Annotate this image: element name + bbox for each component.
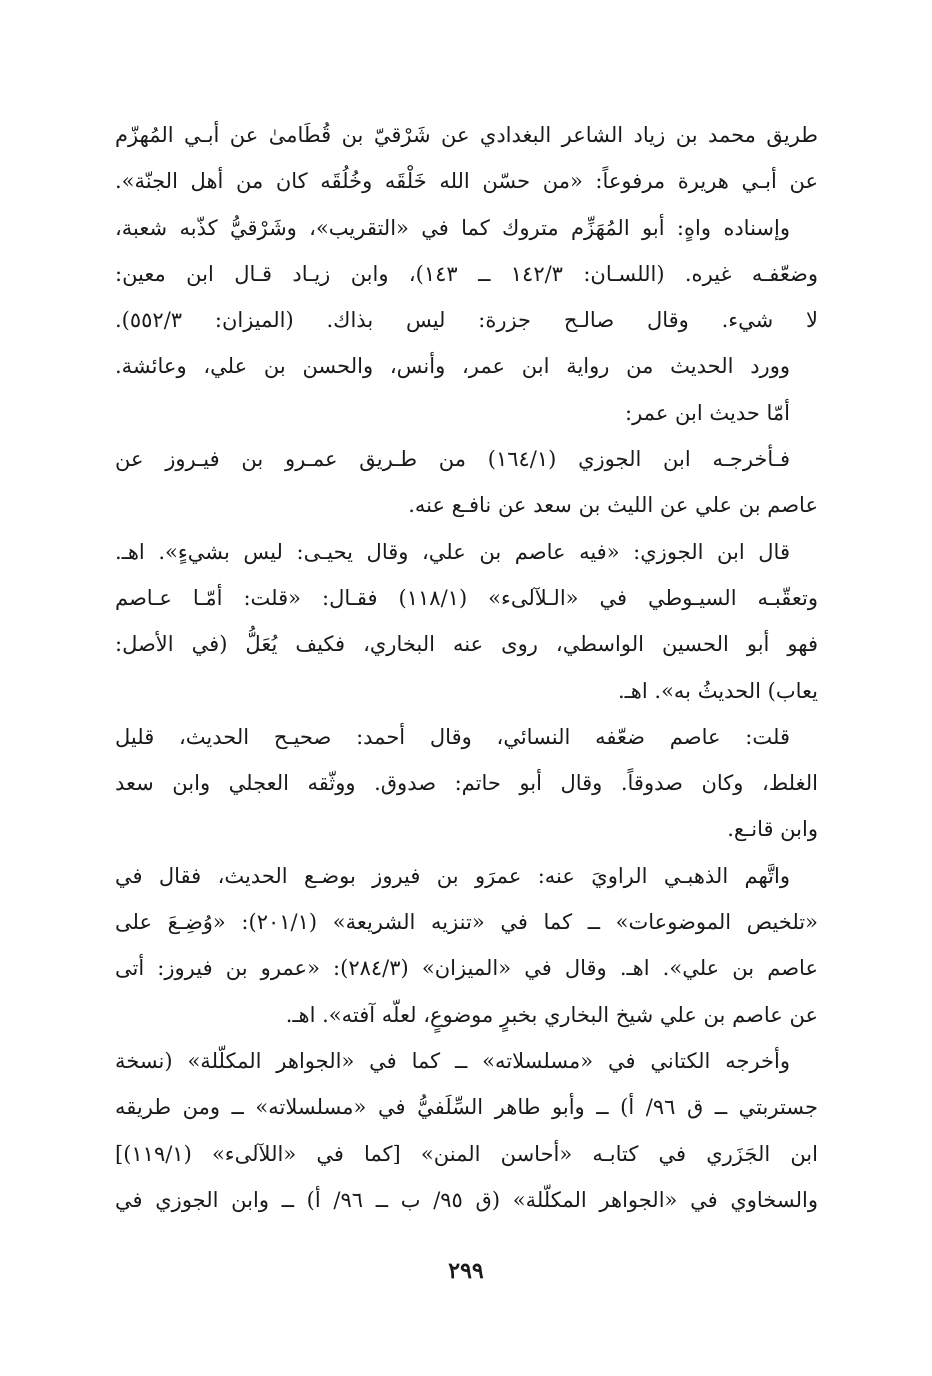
page-number: ٢٩٩ xyxy=(448,1258,484,1284)
text-line: الغلط، وكان صدوقاً. وقال أبو حاتم: صدوق. ووثّقه العجلي وابن سعد xyxy=(115,771,818,796)
text-line: قلت: عاصم ضعّفه النسائي، وقال أحمد: صحيـح الحديث، قليل xyxy=(115,724,790,749)
text-line: عاصم بن علي عن الليث بن سعد عن نافـع عنه. xyxy=(408,493,818,518)
text-line: فـأخرجـه ابن الجوزي (١٦٤/١) من طـريق عمـرو بن فيـروز عن xyxy=(115,447,790,472)
text-line: يعاب) الحديثُ به». اهـ. xyxy=(617,678,818,703)
text-line: وورد الحديث من رواية ابن عمر، وأنس، والحسن بن علي، وعائشة. xyxy=(115,354,790,379)
text-line: جستربتي ــ ق ٩٦/ أ) ــ وأبو طاهر السِّلَفيُّ في «مسلسلاته» ــ ومن طريقه xyxy=(115,1095,818,1120)
text-line: قال ابن الجوزي: «فيه عاصم بن علي، وقال يحيـى: ليس بشيءٍ». اهـ. xyxy=(115,539,790,564)
text-line: وتعقّبـه السيـوطي في «الـلآلىء» (١١٨/١) فقـال: «قلت: أمّـا عـاصم xyxy=(115,585,818,610)
text-line: وأخرجه الكتاني في «مسلسلاته» ــ كما في «الجواهر المكلّلة» (نسخة xyxy=(115,1048,790,1073)
text-line: والسخاوي في «الجواهر المكلّلة» (ق ٩٥/ ب ــ ٩٦/ أ) ــ وابن الجوزي في xyxy=(115,1187,818,1212)
text-line: واتَّهم الذهبـي الراويَ عنه: عمرَو بن فيروز بوضـع الحديث، فقال في xyxy=(115,863,790,888)
text-line: عن أبـي هريرة مرفوعاً: «من حسّن الله خَلْقَه وخُلُقَه كان من أهل الجنّة». xyxy=(115,169,818,194)
text-line: طريق محمد بن زياد الشاعر البغدادي عن شَرْقيّ بن قُطَامىٰ عن أبـي المُهزّم xyxy=(115,123,818,147)
text-line: لا شيء. وقال صالـح جزرة: ليس بذاك. (الميزان: ٥٥٢/٣). xyxy=(115,308,818,333)
text-line: عاصم بن علي». اهـ. وقال في «الميزان» (٢٨٤/٣): «عمرو بن فيروز: أتى xyxy=(115,956,818,981)
text-line: «تلخيص الموضوعات» ــ كما في «تنزيه الشريعة» (٢٠١/١): «وُضِـعَ على xyxy=(115,910,818,935)
text-line: ابن الجَزَري في كتابـه «أحاسن المنن» [كما في «اللآلىء» (١١٩/١)] xyxy=(115,1141,818,1166)
text-line: أمّا حديث ابن عمر: xyxy=(625,400,790,425)
text-line: وضعّفـه غيره. (اللسـان: ١٤٢/٣ ــ ١٤٣)، وابن زيـاد قـال ابن معين: xyxy=(115,261,818,286)
text-line: وابن قانـع. xyxy=(727,817,818,842)
text-line: عن عاصم بن علي شيخ البخاري بخبرٍ موضوعٍ، لعلّه آفته». اهـ. xyxy=(285,1002,818,1027)
text-line: وإسناده واهٍ: أبو المُهَزِّم متروك كما في «التقريب»، وشَرْقيُّ كذّبه شعبة، xyxy=(115,215,790,240)
text-line: فهو أبو الحسين الواسطي، روى عنه البخاري، فكيف يُعَلُّ (في الأصل: xyxy=(115,632,818,657)
body-text xyxy=(115,112,818,1223)
